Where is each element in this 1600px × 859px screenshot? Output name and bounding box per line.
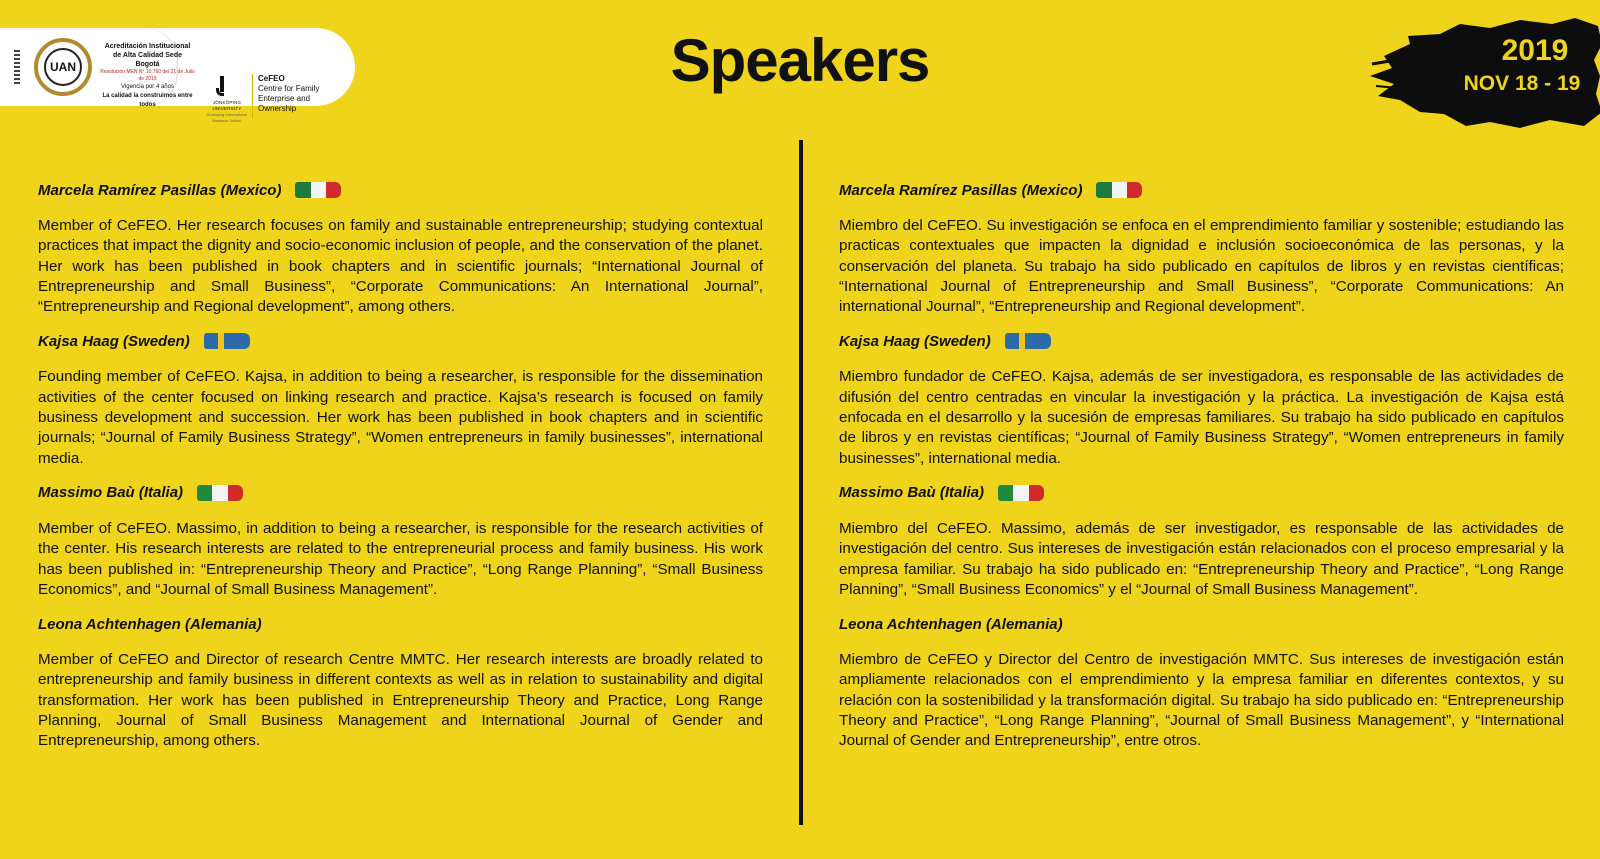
jonkoping-university-text	[204, 100, 250, 124]
sweden-flag-icon	[204, 333, 250, 349]
speaker-name: Marcela Ramírez Pasillas (Mexico)	[38, 181, 282, 199]
speaker-bio: Member of CeFEO. Her research focuses on family and sustainable entrepreneurship; studying contextual practices that impact the dignity and socio-economic inclusion of people, and the conservation of the planet. Her work has been published in book chapters and in scientific journals; “International Journal of Entrepreneurship and Small Business”, “Corporate Communications: An International Journal”, “Entrepreneurship and Regional development”, among others.	[38, 217, 763, 316]
speaker-name: Marcela Ramírez Pasillas (Mexico)	[839, 181, 1083, 199]
speaker-bio: Member of CeFEO. Massimo, in addition to being a researcher, is responsible for the research activities of the center. His research interests are related to the entrepreneurial process and family business. His work has been published in: “Entrepreneurship Theory and Practice”, “Long Range Planning”, “Small Business Economics”, and “Journal of Small Business Management”.	[38, 519, 763, 598]
speaker-bio: Member of CeFEO and Director of research Centre MMTC. Her research interests are broadly related to entrepreneurship and family business in different contexts as well as in relation to sustainability and digital transformation. Her work has been published in Entrepreneurship Theory and Practice, Long Range Planning, Journal of Small Business Management and International Journal of Gender and Entrepreneurship, among others.	[38, 651, 763, 750]
column-divider	[799, 140, 803, 825]
mexico-flag-icon	[1096, 182, 1142, 198]
event-year: 2019	[1501, 34, 1569, 67]
ju-sub2: Business School	[212, 119, 242, 123]
english-column	[38, 176, 763, 762]
cefeo-line2: Enterprise and	[258, 94, 311, 103]
speaker-entry	[839, 176, 1564, 317]
italy-flag-icon	[998, 485, 1044, 501]
speaker-name: Leona Achtenhagen (Alemania)	[839, 615, 1063, 633]
spanish-column	[839, 176, 1564, 762]
speaker-name: Leona Achtenhagen (Alemania)	[38, 615, 262, 633]
speaker-name: Massimo Baù (Italia)	[839, 484, 985, 502]
germany-flag-icon	[1077, 616, 1123, 632]
accreditation-line1: Acreditación Institucional	[104, 43, 191, 50]
sweden-flag-icon	[1005, 333, 1051, 349]
page-title: Speakers	[670, 27, 930, 94]
speaker-entry	[38, 479, 763, 600]
uan-seal-text: UAN	[44, 48, 82, 86]
speaker-entry	[839, 610, 1564, 751]
speaker-name: Massimo Baù (Italia)	[38, 484, 184, 502]
cefeo-line3: Ownership	[258, 104, 297, 113]
cefeo-name: CeFEO	[258, 74, 285, 83]
speaker-name: Kajsa Haag (Sweden)	[839, 332, 991, 350]
ju-name: JÖNKÖPING UNIVERSITY	[212, 100, 242, 111]
speaker-entry	[38, 327, 763, 468]
cefeo-line1: Centre for Family	[258, 84, 320, 93]
speaker-bio: Miembro de CeFEO y Director del Centro de investigación MMTC. Sus intereses de investigación están ampliamente relacionados con el emprendimiento y la empresa familiar en diferentes contextos, y su relación con la sostenibilidad y la transformación digital. Su trabajo ha sido publicado en: “Entrepreneurship Theory and Practice”, “Long Range Planning”, “Journal of Small Business Management”, y “International Journal of Gender and Entrepreneurship”, entre otros.	[839, 651, 1564, 750]
event-dates: NOV 18 - 19	[1463, 72, 1581, 95]
speaker-entry	[839, 479, 1564, 600]
speaker-entry	[38, 176, 763, 317]
mexico-flag-icon	[295, 182, 341, 198]
speaker-bio: Miembro fundador de CeFEO. Kajsa, además de ser investigadora, es responsable de las actividades de difusión del centro centradas en vincular la investigación y la práctica. La investigación de Kajsa está enfocada en el desarrollo y la sucesión de empresas familiares. Su trabajo ha sido publicado en capítulos de libros y en revistas científicas; “Journal of Family Business Strategy”, “Women entrepreneurs in family businesses”, international media.	[839, 368, 1564, 467]
accreditation-line5: La calidad la construimos entre todos	[102, 93, 193, 108]
speaker-entry	[38, 610, 763, 751]
italy-flag-icon	[197, 485, 243, 501]
speaker-entry	[839, 327, 1564, 468]
germany-flag-icon	[276, 616, 322, 632]
speaker-name: Kajsa Haag (Sweden)	[38, 332, 190, 350]
accreditation-line2: de Alta Calidad Sede Bogotá	[113, 52, 182, 68]
speaker-bio: Founding member of CeFEO. Kajsa, in addition to being a researcher, is responsible for the dissemination activities of the center focused on linking research and practice. Kajsa’s research is focused on family business development and succession. Her work has been published in book chapters and in scientific journals; “Journal of Family Business Strategy”, “Women entrepreneurs in family businesses”, international media.	[38, 368, 763, 467]
speaker-bio: Miembro del CeFEO. Massimo, además de ser investigador, es responsable de las actividades de investigación del centro. Sus intereses de investigación están relacionados con el proceso empresarial y la empresa familiar. Su trabajo ha sido publicado en: “Entrepreneurship Theory and Practice”, “Long Range Planning”, “Small Business Economics” y el “Journal of Small Business Management”.	[839, 519, 1564, 598]
accreditation-line4: Vigencia por 4 años	[121, 84, 174, 90]
accreditation-line3: Resolución MEN N° 10.760 del 21 de Julio de 2019	[100, 69, 195, 82]
ju-sub1: Jönköping International	[206, 113, 248, 117]
speaker-bio: Miembro del CeFEO. Su investigación se enfoca en el emprendimiento familiar y sostenible; estudiando las practicas contextuales que impacten la dignidad e inclusión socioeconómica de las personas, y la conservación del planeta. Su trabajo ha sido publicado en capítulos de libros y en revistas científicas; “International Journal of Entrepreneurship and Small Business”, “Corporate Communications: An international Journal”, “Entrepreneurship and Regional development”.	[839, 217, 1564, 316]
